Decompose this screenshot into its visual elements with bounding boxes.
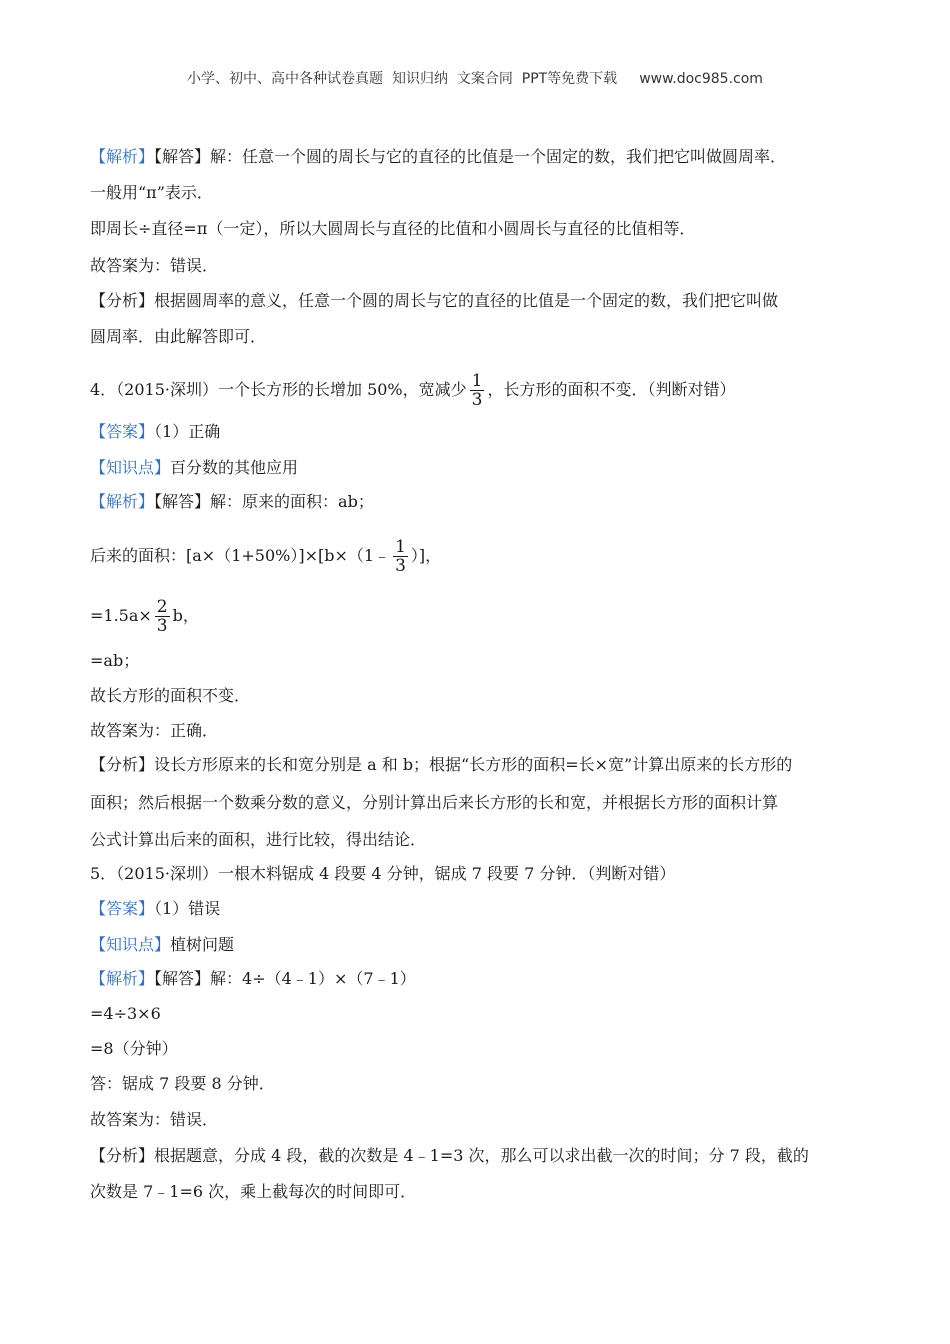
q5-sol2: =4÷3×6 xyxy=(90,1004,161,1023)
q4-fenxi-line3: 公式计算出后来的面积，进行比较，得出结论． xyxy=(90,830,427,849)
q4-stem xyxy=(90,372,870,409)
jieda-tag: 【解答】 xyxy=(154,147,211,166)
q4-stem-pre: 4．（2015·深圳）一个长方形的长增加 50%，宽减少 xyxy=(90,380,467,399)
page-header xyxy=(0,68,950,88)
b1-fenxi-line2: 圆周率．由此解答即可． xyxy=(90,327,267,346)
b1-line4: 故答案为：错误． xyxy=(90,256,219,275)
answer-tag: 【答案】 xyxy=(90,422,155,441)
q4-fenxi-text1: 设长方形原来的长和宽分别是 a 和 b；根据“长方形的面积=长×宽”计算出原来的长方形的 xyxy=(154,755,793,774)
q4-sol3 xyxy=(90,598,870,635)
q4-answer xyxy=(90,421,870,443)
q5-answer-text: （1）错误 xyxy=(154,899,221,918)
q4-sol1 xyxy=(90,491,870,513)
q4-fenxi-line1 xyxy=(90,754,870,776)
q4-sol2 xyxy=(90,538,870,575)
header-site: www.doc985.com xyxy=(639,71,763,87)
q5-sol4: 答：锯成 7 段要 8 分钟． xyxy=(90,1074,275,1093)
q4-stem-fraction xyxy=(470,372,485,409)
q5-fenxi-text1: 根据题意，分成 4 段，截的次数是 4﹣1=3 次，那么可以求出截一次的时间；分 7 段，截的 xyxy=(154,1146,809,1165)
kp-tag: 【知识点】 xyxy=(90,458,171,477)
q4-sol3-fraction xyxy=(155,598,170,635)
fraction-denominator: 3 xyxy=(395,556,406,576)
b1-line2: 一般用“π”表示． xyxy=(90,183,213,202)
q4-fenxi-line2: 面积；然后根据一个数乘分数的意义，分别计算出后来长方形的长和宽，并根据长方形的面积计算 xyxy=(90,793,779,812)
b1-fenxi-text1: 根据圆周率的意义，任意一个圆的周长与它的直径的比值是一个固定的数，我们把它叫做 xyxy=(154,291,779,310)
jiexi-tag: 【解析】 xyxy=(90,147,155,166)
fenxi-tag: 【分析】 xyxy=(90,755,155,774)
q4-sol6: 故答案为：正确． xyxy=(90,721,219,740)
jieda-tag: 【解答】 xyxy=(154,969,211,988)
q4-kp-text: 百分数的其他应用 xyxy=(170,458,299,477)
fenxi-tag: 【分析】 xyxy=(90,291,155,310)
fraction-numerator: 2 xyxy=(156,597,168,617)
q5-knowledge-point xyxy=(90,934,870,956)
kp-tag: 【知识点】 xyxy=(90,935,171,954)
q4-sol2-pre: 后来的面积：[a×（1+50%）]×[b×（1﹣ xyxy=(90,546,391,565)
q4-sol2-post: ）]， xyxy=(410,546,442,565)
answer-tag: 【答案】 xyxy=(90,899,155,918)
q4-knowledge-point xyxy=(90,457,870,479)
jiexi-tag: 【解析】 xyxy=(90,969,155,988)
q5-sol3: =8（分钟） xyxy=(90,1039,178,1058)
q4-stem-post: ，长方形的面积不变．（判断对错） xyxy=(487,380,736,399)
q4-sol2-fraction xyxy=(393,538,408,575)
q4-sol3-post: b， xyxy=(172,606,199,625)
b1-line1 xyxy=(90,146,870,168)
b1-text1: 解：任意一个圆的周长与它的直径的比值是一个固定的数，我们把它叫做圆周率． xyxy=(210,147,787,166)
q5-sol1 xyxy=(90,968,870,990)
q5-kp-text: 植树问题 xyxy=(170,935,235,954)
b1-line3: 即周长÷直径=π（一定），所以大圆周长与直径的比值和小圆周长与直径的比值相等． xyxy=(90,219,696,238)
q5-stem: 5．（2015·深圳）一根木料锯成 4 段要 4 分钟，锯成 7 段要 7 分钟．（判断对错） xyxy=(90,864,676,883)
fraction-denominator: 3 xyxy=(156,616,168,636)
q5-fenxi-line1 xyxy=(90,1145,870,1167)
jiexi-tag: 【解析】 xyxy=(90,492,155,511)
q4-sol1-text: 解：原来的面积：ab； xyxy=(210,492,374,511)
q4-sol3-pre: =1.5a× xyxy=(90,606,152,625)
fraction-denominator: 3 xyxy=(471,390,483,410)
b1-fenxi-line1 xyxy=(90,290,870,312)
fraction-numerator: 1 xyxy=(395,537,406,557)
q4-answer-text: （1）正确 xyxy=(154,422,221,441)
q5-answer xyxy=(90,898,870,920)
fraction-numerator: 1 xyxy=(471,371,483,391)
header-text: 小学、初中、高中各种试卷真题 知识归纳 文案合同 PPT等免费下载 xyxy=(187,71,618,87)
fenxi-tag: 【分析】 xyxy=(90,1146,155,1165)
q5-sol5: 故答案为：错误． xyxy=(90,1110,219,1129)
q5-fenxi-line2: 次数是 7﹣1=6 次，乘上截每次的时间即可． xyxy=(90,1182,417,1201)
q4-sol5: 故长方形的面积不变． xyxy=(90,686,251,705)
q5-sol1-text: 解：4÷（4﹣1）×（7﹣1） xyxy=(210,969,416,988)
q4-sol4: =ab； xyxy=(90,651,140,670)
jieda-tag: 【解答】 xyxy=(154,492,211,511)
